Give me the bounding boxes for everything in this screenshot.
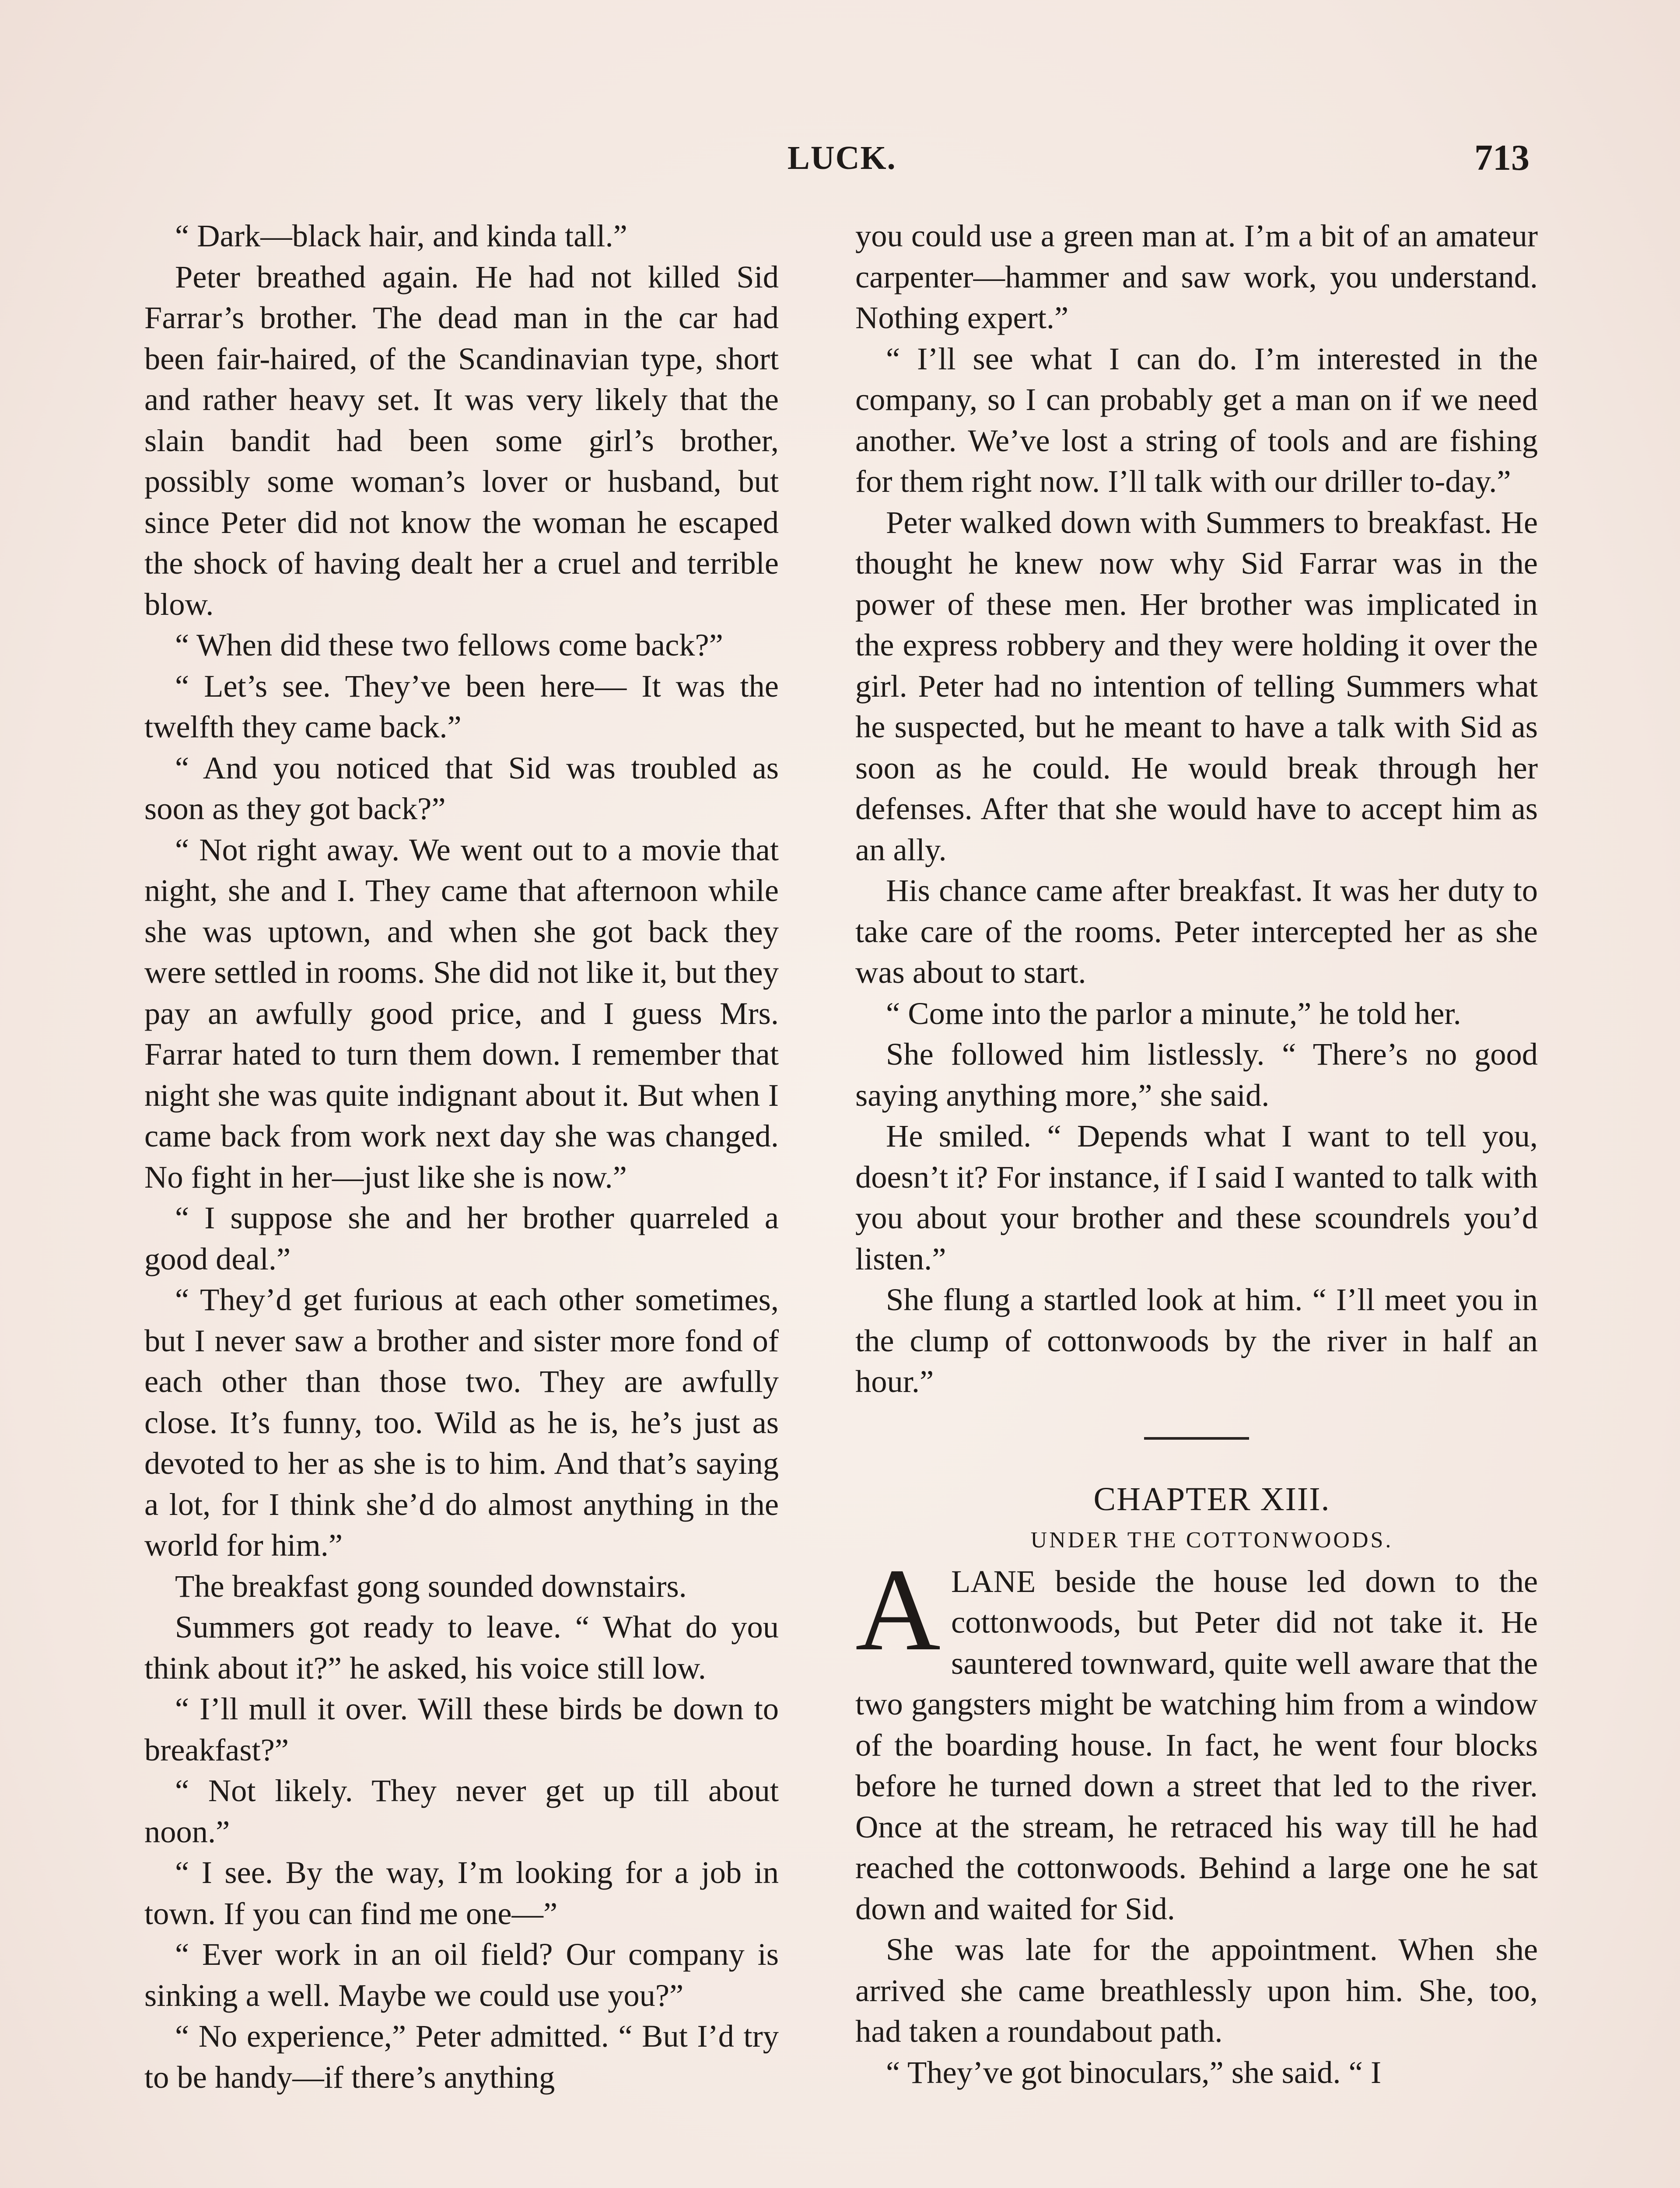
paragraph: “ Ever work in an oil field? Our company is sinking a well. Maybe we could use you?” (144, 1936, 779, 2013)
paragraph: “ Let’s see. They’ve been here— It was the twelfth they came back.” (144, 668, 779, 744)
paragraph: His chance came after breakfast. It was her duty to take care of the rooms. Peter intercepted her as she was about to start. (855, 873, 1538, 990)
paragraph: She followed him listlessly. “ There’s no good saying anything more,” she said. (855, 1036, 1538, 1113)
paragraph: She flung a startled look at him. “ I’ll meet you in the clump of cottonwoods by the river in half an hour.” (855, 1282, 1538, 1399)
opening-text: LANE beside the house led down to the cottonwoods, but Peter did not take it. He sauntered townward, quite well aware that the two gangsters might be watching him from a window of the boarding house. In fact, he went four blocks before he turned down a street that led to the river. Once at the stream, he retraced his way till he had reached the cottonwoods. Behind a large one he sat down and waited for Sid. (855, 1563, 1538, 1926)
running-title: LUCK. (788, 140, 896, 176)
paragraph: Summers got ready to leave. “ What do you think about it?” he asked, his voice still low. (144, 1609, 779, 1686)
paragraph: Peter breathed again. He had not killed Sid Farrar’s brother. The dead man in the car had been fair-haired, of the Scandinavian type, short and rather heavy set. It was very likely that the slain bandit had been some girl’s brother, possibly some woman’s lover or husband, but since Peter did not know the woman he escaped the shock of having dealt her a cruel and terrible blow. (144, 259, 779, 622)
paragraph: “ And you noticed that Sid was troubled as soon as they got back?” (144, 750, 779, 826)
paragraph: “ I’ll mull it over. Will these birds be down to breakfast?” (144, 1691, 779, 1767)
paragraph: you could use a green man at. I’m a bit of an amateur carpenter—hammer and saw work, you understand. Nothing expert.” (855, 218, 1538, 335)
chapter-title: CHAPTER XIII. (1093, 1480, 1330, 1518)
running-head (0, 139, 1680, 179)
paragraph: The breakfast gong sounded downstairs. (175, 1568, 687, 1604)
paragraph: “ Come into the parlor a minute,” he told her. (886, 995, 1461, 1031)
paragraph: “ I suppose she and her brother quarreled a good deal.” (144, 1200, 779, 1276)
drop-cap: A (855, 1544, 941, 1675)
paragraph: “ When did these two fellows come back?” (175, 627, 723, 663)
section-divider (1144, 1437, 1249, 1440)
paragraph: “ I see. By the way, I’m looking for a job in town. If you can find me one—” (144, 1855, 779, 1931)
paragraph: Peter walked down with Summers to breakfast. He thought he knew now why Sid Farrar was in the power of these men. Her brother was implicated in the express robbery and they were holding it over the girl. Peter had no intention of telling Summers what he suspected, but he meant to have a talk with Sid as soon as he could. He would break through her defenses. After that she would have to accept him as an ally. (855, 504, 1538, 867)
chapter-opening-paragraph (855, 1544, 1538, 1929)
paragraph: “ They’d get furious at each other sometimes, but I never saw a brother and sister more fond of each other than those two. They are awfully close. It’s funny, too. Wild as he is, he’s just as devoted to her as she is to him. And that’s saying a lot, for I think she’d do almost anything in the world for him.” (144, 1282, 779, 1563)
page-number: 713 (1474, 137, 1530, 178)
paragraph: “ Not likely. They never get up till about noon.” (144, 1773, 779, 1849)
left-column (144, 215, 779, 2097)
paragraph: “ No experience,” Peter admitted. “ But I’d try to be handy—if there’s anything (144, 2018, 779, 2095)
paragraph: She was late for the appointment. When she arrived she came breathlessly upon him. She, too, had taken a roundabout path. (855, 1932, 1538, 2049)
chapter-subtitle: UNDER THE COTTONWOODS. (1030, 1528, 1393, 1553)
paragraph: “ Dark—black hair, and kinda tall.” (175, 218, 627, 253)
paragraph: He smiled. “ Depends what I want to tell you, doesn’t it? For instance, if I said I wanted to talk with you about your brother and these scoundrels you’d listen.” (855, 1118, 1538, 1276)
paragraph: “ They’ve got binoculars,” she said. “ I (886, 2054, 1382, 2090)
paragraph: “ Not right away. We went out to a movie that night, she and I. They came that afternoon while she was uptown, and when she got back they were settled in rooms. She did not like it, but they pay an awfully good price, and I guess Mrs. Farrar hated to turn them down. I remember that night she was quite indignant about it. But when I came back from work next day she was changed. No fight in her—just like she is now.” (144, 831, 779, 1195)
paragraph: “ I’ll see what I can do. I’m interested in the company, so I can probably get a man on if we need another. We’ve lost a string of tools and are fishing for them right now. I’ll talk with our driller to-day.” (855, 340, 1538, 499)
right-column (855, 215, 1538, 2093)
